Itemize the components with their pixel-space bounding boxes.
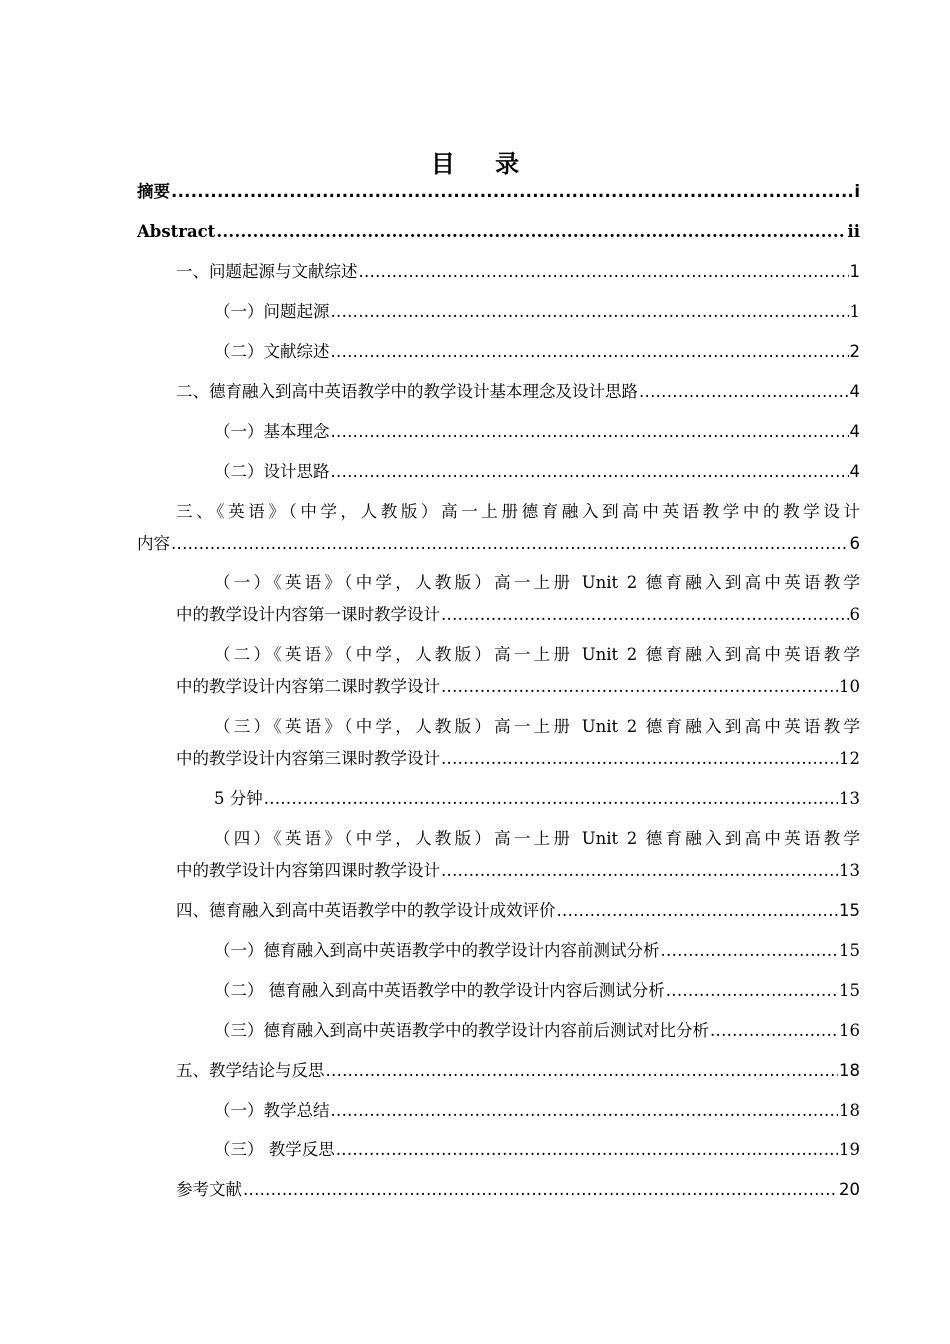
toc-entry-2-1[interactable] (214, 422, 860, 442)
toc-entry-text: 中的教学设计内容第三课时教学设计 (176, 749, 440, 768)
toc-page-number: 1 (849, 302, 860, 321)
toc-page-number: 15 (839, 981, 860, 1000)
toc-entry-text: 参考文献 (176, 1180, 242, 1199)
toc-leader-dots (331, 462, 849, 482)
toc-entry-text: 中的教学设计内容第二课时教学设计 (176, 677, 440, 696)
toc-page-number: 6 (849, 605, 860, 624)
toc-entry-chapter-3[interactable] (137, 534, 860, 554)
toc-leader-dots (441, 861, 838, 881)
toc-entry-text: 四、德育融入到高中英语教学中的教学设计成效评价 (176, 901, 556, 920)
toc-entry-chapter-5[interactable] (176, 1061, 860, 1081)
toc-leader-dots (264, 789, 838, 809)
toc-page-number: 4 (849, 382, 860, 401)
toc-entry-chapter-1[interactable] (176, 262, 860, 282)
toc-entry-text: 内容 (137, 534, 170, 553)
toc-page-number: 6 (849, 534, 860, 553)
toc-entry-4-2[interactable] (214, 981, 860, 1001)
toc-page-number: 13 (839, 861, 860, 880)
toc-page-number: 15 (839, 941, 860, 960)
toc-leader-dots (336, 1140, 838, 1160)
toc-leader-dots (441, 749, 838, 769)
toc-page-number: 12 (839, 749, 860, 768)
toc-entry-4-3[interactable] (214, 1021, 860, 1041)
toc-page-number: 19 (839, 1140, 860, 1159)
toc-page-number: 15 (839, 901, 860, 920)
toc-entry-text: （三） 教学反思 (214, 1140, 335, 1159)
toc-entry-text: （三）德育融入到高中英语教学中的教学设计内容前后测试对比分析 (214, 1021, 709, 1040)
toc-entry-text: （二）设计思路 (214, 462, 330, 481)
toc-entry-3-4[interactable] (176, 861, 860, 881)
toc-entry-3-3-line1[interactable]: （三）《英语》（中学，人教版）高一上册 Unit 2 德育融入到高中英语教学 (214, 717, 860, 736)
toc-entry-2-2[interactable] (214, 462, 860, 482)
toc-leader-dots (639, 382, 849, 402)
toc-leader-dots (216, 222, 846, 242)
toc-entry-text: （二）文献综述 (214, 342, 330, 361)
toc-entry-abstract-en[interactable] (137, 222, 860, 242)
toc-entry-text: 一、问题起源与文献综述 (176, 262, 358, 281)
toc-entry-1-1[interactable] (214, 302, 860, 322)
toc-entry-5-1[interactable] (214, 1101, 860, 1121)
toc-leader-dots (331, 302, 849, 322)
page-title: 目 录 (430, 150, 536, 178)
toc-entry-1-2[interactable] (214, 342, 860, 362)
toc-page-number: 13 (839, 789, 860, 808)
toc-page-number: 16 (839, 1021, 860, 1040)
toc-entry-text: 五、教学结论与反思 (176, 1061, 325, 1080)
toc-entry-3-4-line1[interactable]: （四）《英语》（中学，人教版）高一上册 Unit 2 德育融入到高中英语教学 (214, 829, 860, 848)
toc-page-number: 20 (839, 1180, 860, 1199)
toc-leader-dots (171, 534, 849, 554)
toc-entry-chapter-4[interactable] (176, 901, 860, 921)
toc-page-number: 10 (839, 677, 860, 696)
toc-entry-text: 5 分钟 (214, 789, 263, 808)
toc-leader-dots (661, 941, 839, 961)
toc-entry-chapter-3-line1[interactable]: 三、《英语》（中学，人教版）高一上册德育融入到高中英语教学中的教学设计 (176, 502, 860, 521)
toc-entry-abstract-cn[interactable] (137, 182, 860, 202)
toc-entry-3-1-line1[interactable]: （一）《英语》（中学，人教版）高一上册 Unit 2 德育融入到高中英语教学 (214, 573, 860, 592)
toc-entry-text: （二） 德育融入到高中英语教学中的教学设计内容后测试分析 (214, 981, 665, 1000)
toc-leader-dots (441, 605, 849, 625)
toc-leader-dots (171, 182, 853, 202)
toc-entry-text: （一）德育融入到高中英语教学中的教学设计内容前测试分析 (214, 941, 660, 960)
toc-page-number: 4 (849, 422, 860, 441)
toc-page-number: 18 (839, 1061, 860, 1080)
toc-leader-dots (441, 677, 838, 697)
toc-page-number: 4 (849, 462, 860, 481)
toc-leader-dots (243, 1180, 838, 1200)
toc-entry-text: （一）基本理念 (214, 422, 330, 441)
toc-entry-3-2-line1[interactable]: （二）《英语》（中学，人教版）高一上册 Unit 2 德育融入到高中英语教学 (214, 645, 860, 664)
toc-entry-text: 中的教学设计内容第一课时教学设计 (176, 605, 440, 624)
toc-leader-dots (331, 1101, 839, 1121)
toc-entry-text: Abstract (137, 222, 216, 241)
toc-leader-dots (666, 981, 838, 1001)
toc-entry-text: 二、德育融入到高中英语教学中的教学设计基本理念及设计思路 (176, 382, 638, 401)
toc-page-number: 2 (849, 342, 860, 361)
toc-leader-dots (331, 422, 849, 442)
toc-leader-dots (710, 1021, 838, 1041)
toc-leader-dots (326, 1061, 839, 1081)
toc-page-number: 18 (839, 1101, 860, 1120)
toc-entry-references[interactable] (176, 1180, 860, 1200)
toc-entry-3-3[interactable] (176, 749, 860, 769)
toc-entry-text: （一）教学总结 (214, 1101, 330, 1120)
toc-entry-text: 中的教学设计内容第四课时教学设计 (176, 861, 440, 880)
toc-entry-chapter-2[interactable] (176, 382, 860, 402)
toc-page-number: ii (847, 222, 860, 241)
toc-entry-3-2[interactable] (176, 677, 860, 697)
toc-entry-text: 摘要 (137, 182, 170, 201)
toc-page-number: i (854, 182, 860, 201)
toc-page-number: 1 (849, 262, 860, 281)
toc-entry-text: （一）问题起源 (214, 302, 330, 321)
toc-entry-5-minutes[interactable] (214, 789, 860, 809)
toc-entry-5-3[interactable] (214, 1140, 860, 1160)
toc-leader-dots (557, 901, 839, 921)
toc-leader-dots (331, 342, 849, 362)
toc-entry-3-1[interactable] (176, 605, 860, 625)
toc-leader-dots (359, 262, 849, 282)
toc-entry-4-1[interactable] (214, 941, 860, 961)
